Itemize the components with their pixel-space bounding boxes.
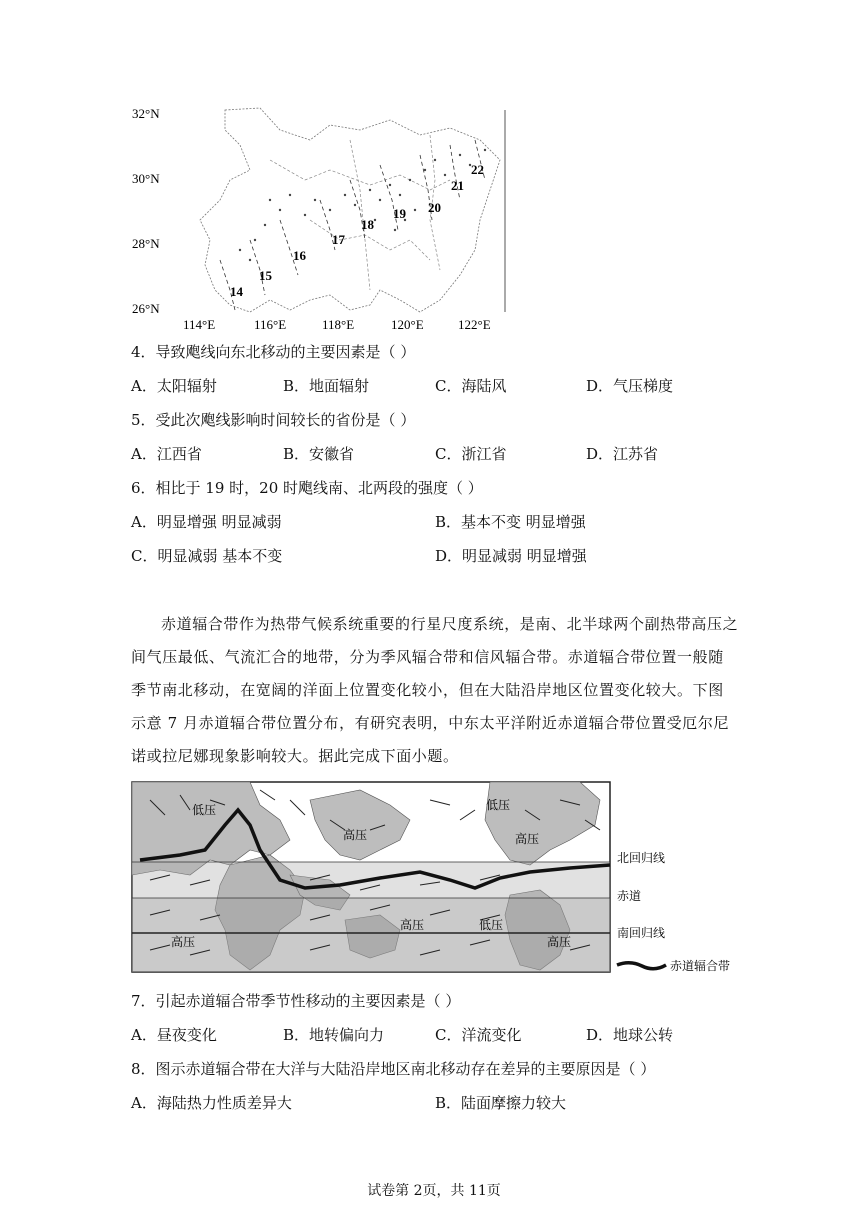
question-7-option-c[interactable]: C．洋流变化 bbox=[435, 1026, 522, 1044]
question-8-option-a[interactable]: A．海陆热力性质差异大 bbox=[131, 1094, 292, 1112]
tropic-of-capricorn-label: 南回归线 bbox=[617, 926, 666, 940]
lat-label: 26°N bbox=[132, 301, 160, 316]
question-7-option-d[interactable]: D．地球公转 bbox=[586, 1026, 674, 1044]
question-6-stem: 6．相比于 19 时，20 时飑线南、北两段的强度（ ） bbox=[131, 479, 483, 497]
pressure-label: 高压 bbox=[171, 935, 196, 949]
question-6-option-a[interactable]: A．明显增强 明显减弱 bbox=[131, 513, 282, 531]
question-5-option-b[interactable]: B．安徽省 bbox=[283, 445, 355, 463]
itcz-legend-symbol bbox=[617, 963, 666, 969]
reading-passage: 赤道辐合带作为热带气候系统重要的行星尺度系统，是南、北半球两个副热带高压之间气压最低、气流汇合的地带，分为季风辐合带和信风辐合带。赤道辐合带位置一般随季节南北移动，在宽阔的洋面上位置变化较小，但在大陆沿岸地区位置变化较大。下图示意 7 月赤道辐合带位置分布，有研究表明，中东太平洋附近赤道辐合带位置受厄尔尼诺或拉尼娜现象影响较大。据此完成下面小题。 bbox=[131, 615, 739, 765]
question-8-stem: 8．图示赤道辐合带在大洋与大陆沿岸地区南北移动存在差异的主要原因是（ ） bbox=[131, 1060, 656, 1078]
lat-label: 28°N bbox=[132, 236, 160, 251]
hour-label: 18 bbox=[361, 217, 374, 232]
question-4-option-d[interactable]: D．气压梯度 bbox=[586, 377, 674, 395]
lon-label: 116°E bbox=[254, 317, 287, 332]
pressure-label: 高压 bbox=[515, 832, 540, 846]
pressure-label: 高压 bbox=[343, 828, 368, 842]
lon-label: 114°E bbox=[183, 317, 216, 332]
hour-label: 14 bbox=[230, 284, 243, 299]
lat-label: 30°N bbox=[132, 171, 160, 186]
hour-label: 22 bbox=[471, 162, 484, 177]
question-5-stem: 5．受此次飑线影响时间较长的省份是（ ） bbox=[131, 411, 416, 429]
pressure-label: 低压 bbox=[486, 798, 511, 812]
hour-label: 19 bbox=[393, 206, 406, 221]
hour-label: 20 bbox=[428, 200, 441, 215]
equator-label: 赤道 bbox=[617, 889, 642, 903]
itcz-map bbox=[130, 780, 750, 980]
lon-label: 122°E bbox=[458, 317, 491, 332]
question-6-option-b[interactable]: B．基本不变 明显增强 bbox=[435, 513, 586, 531]
question-4-option-c[interactable]: C．海陆风 bbox=[435, 377, 507, 395]
question-6-option-d[interactable]: D．明显减弱 明显增强 bbox=[435, 547, 587, 565]
itcz-legend-label: 赤道辐合带 bbox=[670, 959, 731, 973]
pressure-label: 低压 bbox=[192, 803, 217, 817]
question-4-option-b[interactable]: B．地面辐射 bbox=[283, 377, 370, 395]
question-5-option-c[interactable]: C．浙江省 bbox=[435, 445, 507, 463]
hour-label: 16 bbox=[293, 248, 306, 263]
tropic-of-cancer-label: 北回归线 bbox=[617, 851, 666, 865]
question-4-stem: 4．导致飑线向东北移动的主要因素是（ ） bbox=[131, 343, 416, 361]
question-5-option-a[interactable]: A．江西省 bbox=[131, 445, 202, 463]
hour-label: 17 bbox=[332, 232, 345, 247]
hour-label: 21 bbox=[451, 178, 464, 193]
pressure-label: 低压 bbox=[479, 918, 504, 932]
question-7-option-b[interactable]: B．地转偏向力 bbox=[283, 1026, 385, 1044]
question-7-option-a[interactable]: A．昼夜变化 bbox=[131, 1026, 217, 1044]
pressure-label: 高压 bbox=[547, 935, 572, 949]
question-8-option-b[interactable]: B．陆面摩擦力较大 bbox=[435, 1094, 567, 1112]
page-footer: 试卷第 2页，共 11页 bbox=[367, 1183, 501, 1199]
squall-line-map bbox=[130, 100, 520, 335]
question-6-option-c[interactable]: C．明显减弱 基本不变 bbox=[131, 547, 283, 565]
lon-label: 120°E bbox=[391, 317, 424, 332]
question-5-option-d[interactable]: D．江苏省 bbox=[586, 445, 659, 463]
question-7-stem: 7．引起赤道辐合带季节性移动的主要因素是（ ） bbox=[131, 992, 461, 1010]
hour-label: 15 bbox=[259, 268, 272, 283]
lon-label: 118°E bbox=[322, 317, 355, 332]
pressure-label: 高压 bbox=[400, 918, 425, 932]
question-4-option-a[interactable]: A．太阳辐射 bbox=[131, 377, 217, 395]
lat-label: 32°N bbox=[132, 106, 160, 121]
